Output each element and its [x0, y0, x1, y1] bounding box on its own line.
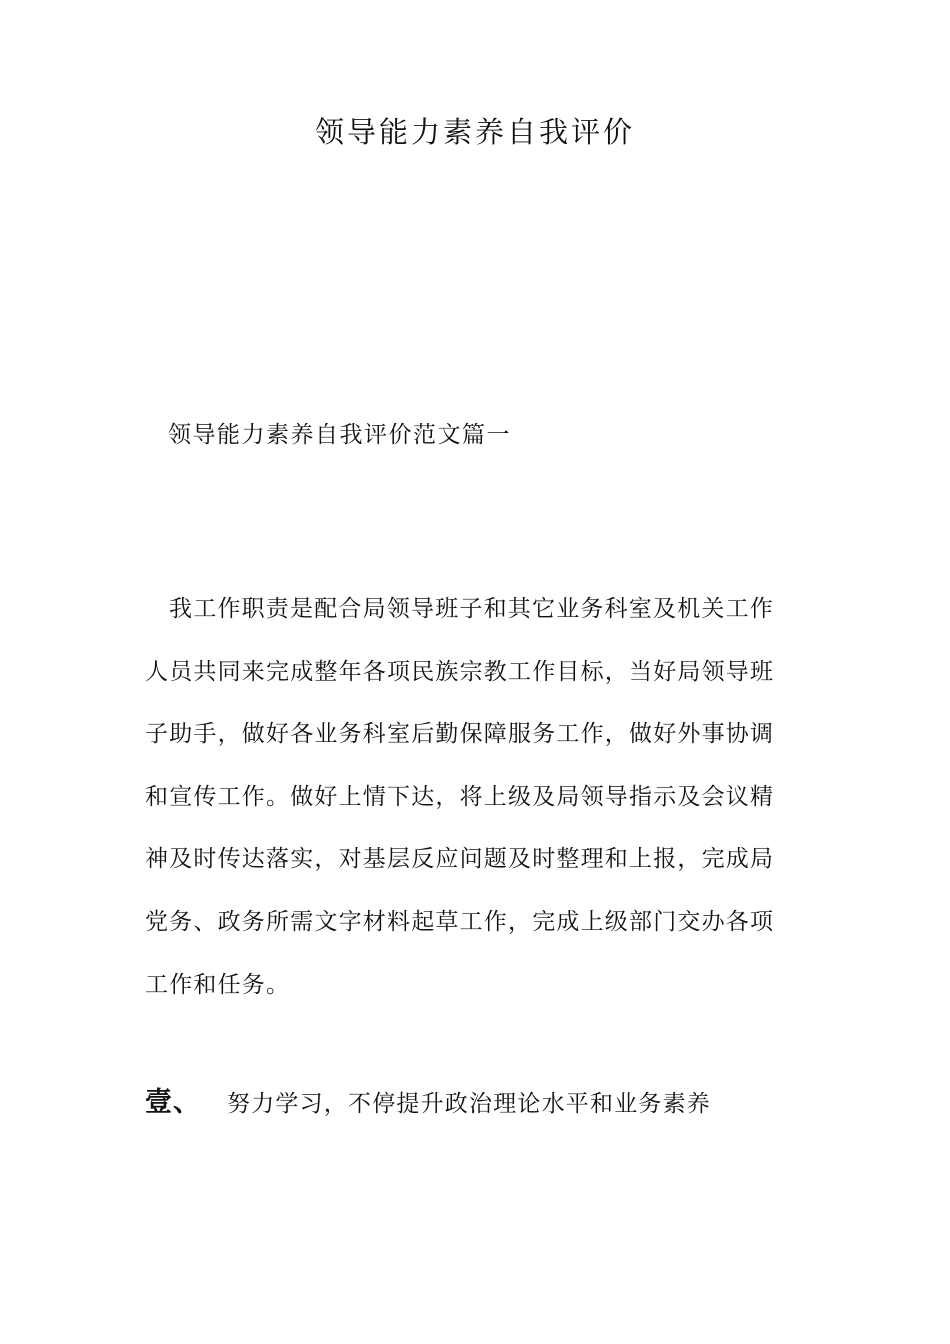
section-heading	[145, 1085, 711, 1122]
document-subtitle: 领导能力素养自我评价范文篇一	[168, 422, 511, 448]
paragraph-line: 党务、政务所需文字材料起草工作，完成上级部门交办各项	[145, 908, 775, 935]
section-number: 壹、	[145, 1087, 201, 1118]
document-title: 领导能力素养自我评价	[314, 115, 635, 149]
paragraph-line: 工作和任务。	[145, 971, 291, 998]
paragraph-line: 神及时传达落实，对基层反应问题及时整理和上报，完成局	[145, 846, 775, 873]
paragraph-line: 人员共同来完成整年各项民族宗教工作目标，当好局领导班	[145, 658, 775, 685]
section-heading-text: 努力学习，不停提升政治理论水平和业务素养	[227, 1091, 711, 1117]
paragraph-line: 和宣传工作。做好上情下达，将上级及局领导指示及会议精	[145, 783, 775, 810]
body-paragraph	[145, 578, 810, 1016]
paragraph-line: 子助手，做好各业务科室后勤保障服务工作，做好外事协调	[145, 721, 775, 748]
paragraph-line: 我工作职责是配合局领导班子和其它业务科室及机关工作	[169, 596, 774, 622]
